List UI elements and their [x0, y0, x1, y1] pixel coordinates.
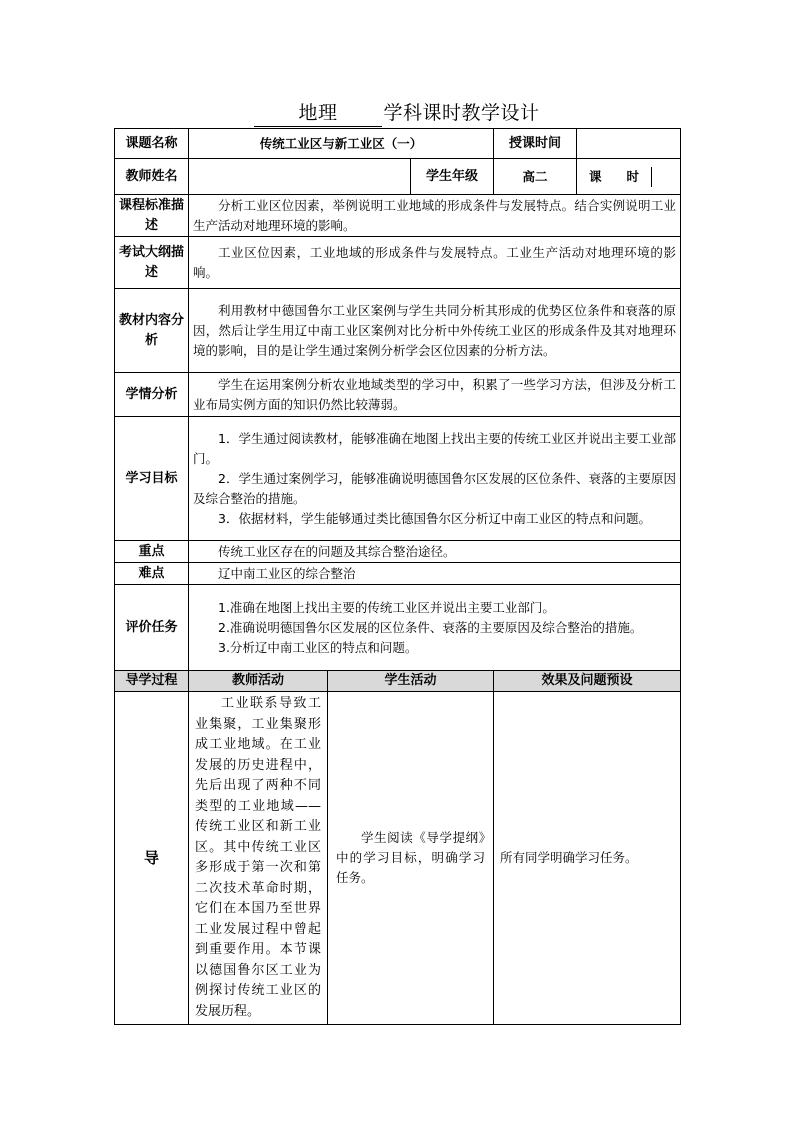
- goals-cell: [189, 417, 681, 541]
- difficulty-label: 难点: [115, 563, 189, 585]
- row-situation: [115, 373, 681, 417]
- lesson-plan-table: [114, 128, 681, 1025]
- period-value: [652, 167, 681, 187]
- row-content: [115, 289, 681, 373]
- topic-value: 传统工业区与新工业区（一）: [189, 129, 494, 159]
- grade-value: 高二: [494, 159, 577, 195]
- period-cell: [577, 159, 681, 195]
- standard-label: 课程标准描述: [115, 195, 189, 237]
- teacher-value: [189, 159, 411, 195]
- situation-label: 学情分析: [115, 373, 189, 417]
- exam-text: 工业区位因素，工业地域的形成条件与发展特点。工业生产活动对地理环境的影响。: [189, 237, 681, 289]
- time-label: 授课时间: [494, 129, 577, 159]
- row-topic: [115, 129, 681, 159]
- goals-label: 学习目标: [115, 417, 189, 541]
- eval-item: 2.准确说明德国鲁尔区发展的区位条件、衰落的主要原因及综合整治的措施。: [218, 619, 643, 635]
- key-text: 传统工业区存在的问题及其综合整治途径。: [189, 541, 681, 563]
- title-subject: 地理: [254, 98, 381, 127]
- eval-label: 评价任务: [115, 585, 189, 671]
- header-student: 学生活动: [328, 671, 494, 692]
- eval-item: 1.准确在地图上找出主要的传统工业区并说出主要工业部门。: [218, 599, 555, 615]
- row-exam: [115, 237, 681, 289]
- teacher-label: 教师姓名: [115, 159, 189, 195]
- content-label: 教材内容分析: [115, 289, 189, 373]
- standard-text: 分析工业区位因素，举例说明工业地域的形成条件与发展特点。结合实例说明工业生产活动对地理环境的影响。: [189, 195, 681, 237]
- title-rest: 学科课时教学设计: [383, 102, 540, 124]
- guide-teacher-activity: 工业联系导致工业集聚，工业集聚形成工业地域。在工业发展的历史进程中，先后出现了两种不同类型的工业地域——传统工业区和新工业区。其中传统工业区多形成于第一次和第二次技术革命时期，它们在本国乃至世界工业发展过程中曾起到重要作用。本节课以德国鲁尔区工业为例探讨传统工业区的发展历程。: [189, 692, 328, 1025]
- topic-label: 课题名称: [115, 129, 189, 159]
- grade-label: 学生年级: [411, 159, 494, 195]
- period-label: 课 时: [577, 167, 652, 187]
- goal-item: 3．依据材料，学生能够通过类比德国鲁尔区分析辽中南工业区的特点和问题。: [218, 510, 651, 526]
- eval-cell: [189, 585, 681, 671]
- difficulty-text: 辽中南工业区的综合整治: [189, 563, 681, 585]
- row-process-header: [115, 671, 681, 692]
- situation-text: 学生在运用案例分析农业地域类型的学习中，积累了一些学习方法，但涉及分析工业布局实例方面的知识仍然比较薄弱。: [189, 373, 681, 417]
- row-goals: [115, 417, 681, 541]
- header-teacher: 教师活动: [189, 671, 328, 692]
- guide-effect: 所有同学明确学习任务。: [494, 692, 681, 1025]
- eval-item: 3.分析辽中南工业区的特点和问题。: [218, 639, 418, 655]
- row-standard: [115, 195, 681, 237]
- row-key: [115, 541, 681, 563]
- key-label: 重点: [115, 541, 189, 563]
- row-teacher: [115, 159, 681, 195]
- guide-stage: 导: [115, 692, 189, 1025]
- header-process: 导学过程: [115, 671, 189, 692]
- guide-student-activity: 学生阅读《导学提纲》中的学习目标，明确学习任务。: [328, 692, 494, 1025]
- row-eval: [115, 585, 681, 671]
- row-difficulty: [115, 563, 681, 585]
- goal-item: 1．学生通过阅读教材，能够准确在地图上找出主要的传统工业区并说出主要工业部门。: [193, 430, 676, 466]
- document-title: [0, 98, 794, 127]
- header-effect: 效果及问题预设: [494, 671, 681, 692]
- time-value: [577, 129, 681, 159]
- goal-item: 2．学生通过案例学习，能够准确说明德国鲁尔区发展的区位条件、衰落的主要原因及综合整治的措施。: [193, 470, 676, 506]
- exam-label: 考试大纲描述: [115, 237, 189, 289]
- row-guide: [115, 692, 681, 1025]
- content-text: 利用教材中德国鲁尔工业区案例与学生共同分析其形成的优势区位条件和衰落的原因，然后让学生用辽中南工业区案例对比分析中外传统工业区的形成条件及其对地理环境的影响，目的是让学生通过案例分析学会区位因素的分析方法。: [189, 289, 681, 373]
